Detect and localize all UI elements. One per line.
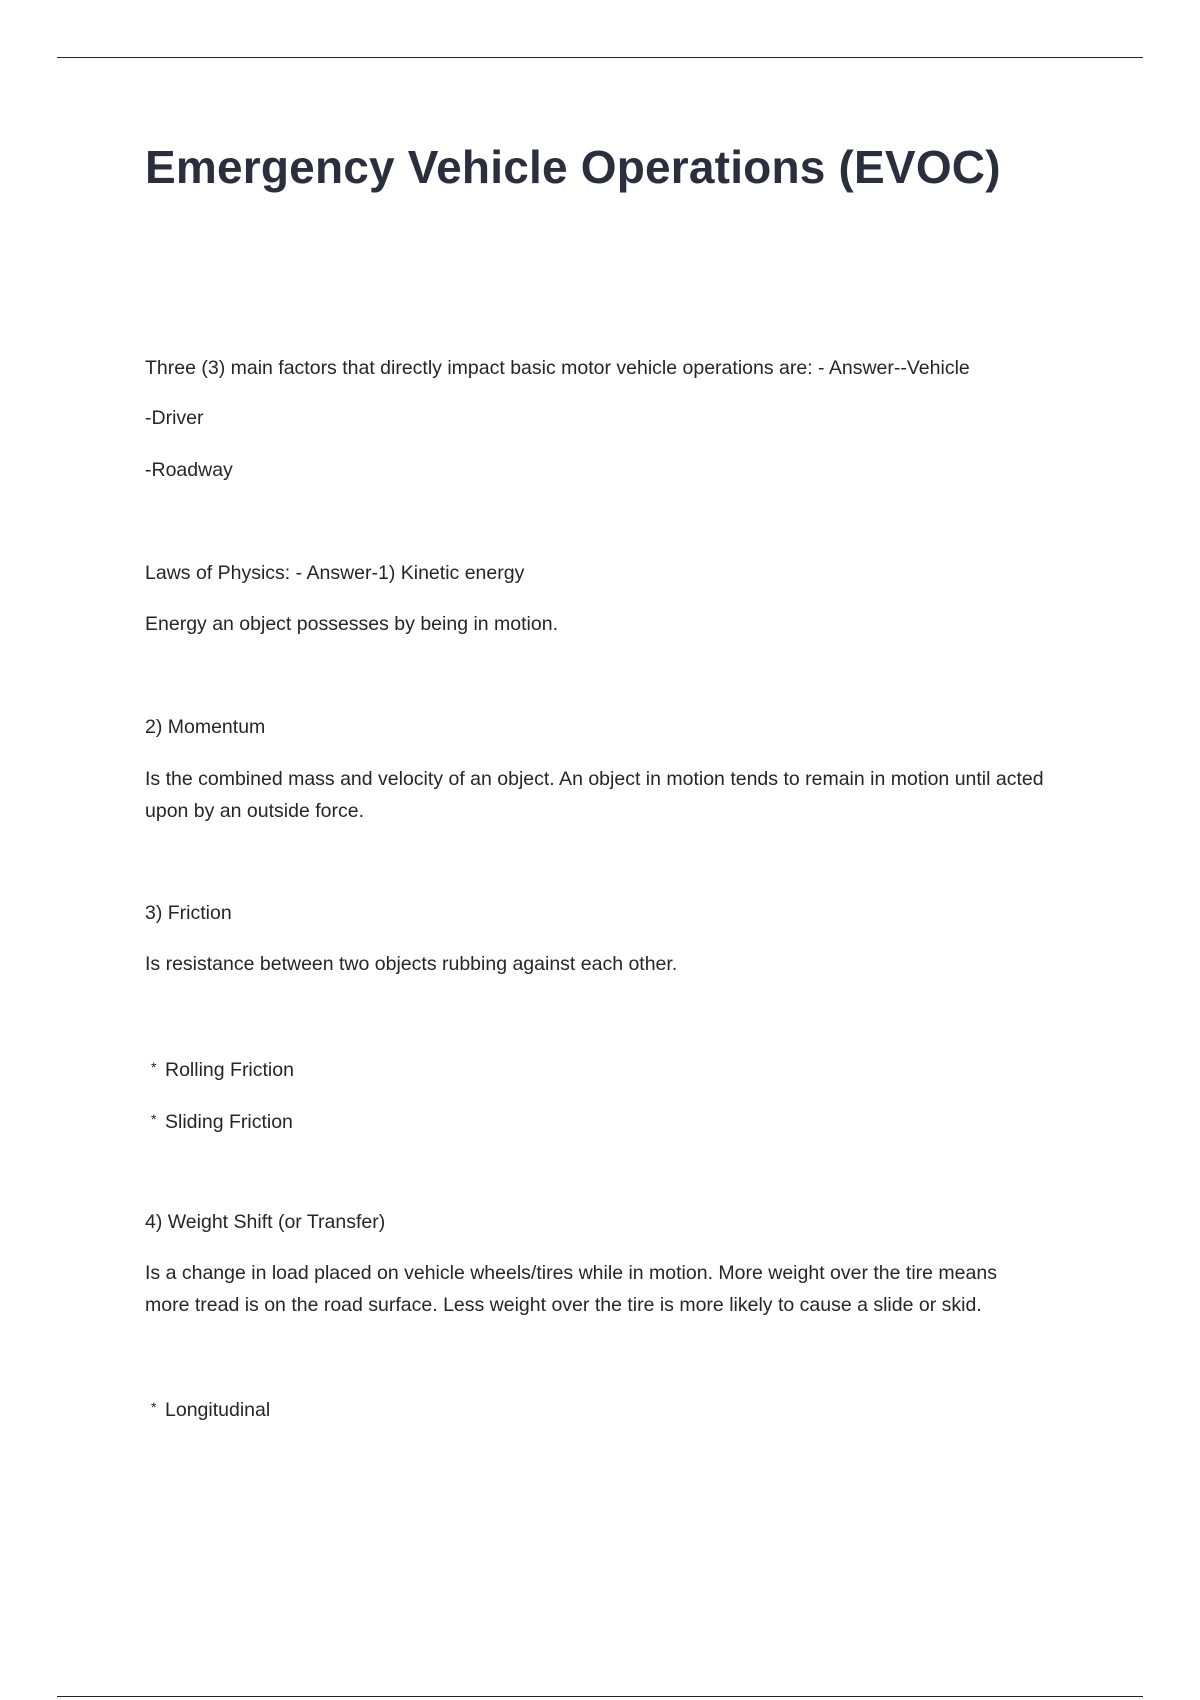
answer-driver: -Driver <box>145 407 204 429</box>
bullet-mark: * <box>151 1111 157 1127</box>
bullet-mark: * <box>151 1399 157 1415</box>
document-title: Emergency Vehicle Operations (EVOC) <box>145 141 1001 193</box>
bottom-rule <box>57 1696 1143 1697</box>
friction-description: Is resistance between two objects rubbing against each other. <box>145 953 678 975</box>
bullet-longitudinal <box>151 1391 270 1426</box>
bullet-label: Longitudinal <box>165 1399 271 1421</box>
momentum-description: Is the combined mass and velocity of an object. An object in motion tends to remain in motion until acted upon by an outside force. <box>145 768 1044 822</box>
question-1-text: Three (3) main factors that directly impact basic motor vehicle operations are: - Answer--Vehicle <box>145 357 970 379</box>
bullet-rolling-friction <box>151 1051 294 1086</box>
bullet-label: Sliding Friction <box>165 1111 293 1133</box>
question-2-text: Laws of Physics: - Answer-1) Kinetic energy <box>145 562 525 584</box>
friction-heading: 3) Friction <box>145 902 232 924</box>
weight-shift-heading: 4) Weight Shift (or Transfer) <box>145 1211 386 1233</box>
kinetic-energy-description: Energy an object possesses by being in motion. <box>145 613 558 635</box>
momentum-heading: 2) Momentum <box>145 716 266 738</box>
bullet-label: Rolling Friction <box>165 1059 294 1081</box>
top-rule <box>57 57 1143 58</box>
answer-roadway: -Roadway <box>145 459 233 481</box>
weight-shift-description: Is a change in load placed on vehicle wheels/tires while in motion. More weight over the tire means more tread is on the road surface. Less weight over the tire is more likely to cause a slide or skid. <box>145 1262 997 1316</box>
bullet-sliding-friction <box>151 1103 293 1138</box>
bullet-mark: * <box>151 1059 157 1075</box>
